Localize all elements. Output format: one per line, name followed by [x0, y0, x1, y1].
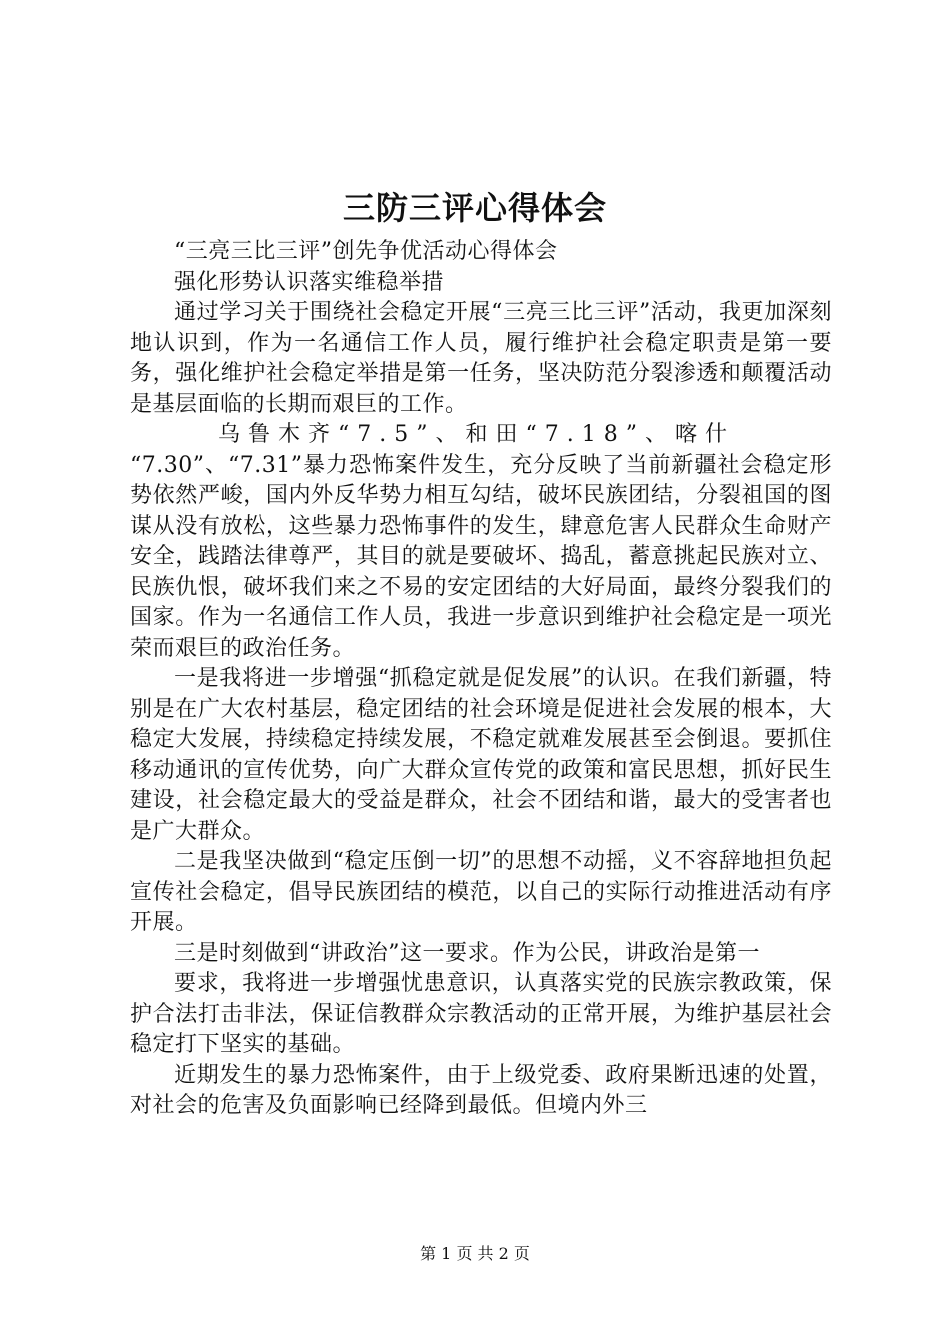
- paragraph: 近期发生的暴力恐怖案件，由于上级党委、政府果断迅速的处置，对社会的危害及负面影响已经降到最低。但境内外三: [130, 1062, 832, 1118]
- paragraph: 一是我将进一步增强“抓稳定就是促发展”的认识。在我们新疆，特别是在广大农村基层，稳定团结的社会环境是促进社会发展的根本，大稳定大发展，持续稳定持续发展，不稳定就难发展甚至会倒退。要抓住移动通讯的宣传优势，向广大群众宣传党的政策和富民思想，抓好民生建设，社会稳定最大的受益是群众，社会不团结和谐，最大的受害者也是广大群众。: [130, 666, 832, 844]
- paragraph: 三是时刻做到“讲政治”这一要求。作为公民，讲政治是第一: [174, 940, 760, 966]
- paragraph: 要求，我将进一步增强忧患意识，认真落实党的民族宗教政策，保护合法打击非法，保证信教群众宗教活动的正常开展，为维护基层社会稳定打下坚实的基础。: [130, 971, 832, 1057]
- document-body: [130, 237, 832, 1122]
- paragraph: 乌鲁木齐“7.5”、和田“7.18”、喀什: [218, 422, 735, 447]
- subtitle-1: “三亮三比三评”创先争优活动心得体会: [174, 239, 558, 264]
- subtitle-2: 强化形势认识落实维稳举措: [174, 269, 445, 295]
- paragraph: 通过学习关于围绕社会稳定开展“三亮三比三评”活动，我更加深刻地认识到，作为一名通信工作人员，履行维护社会稳定职责是第一要务，强化维护社会稳定举措是第一任务，坚决防范分裂渗透和颠覆活动是基层面临的长期而艰巨的工作。: [130, 300, 832, 417]
- paragraph: 二是我坚决做到“稳定压倒一切”的思想不动摇，义不容辞地担负起宣传社会稳定，倡导民族团结的模范，以自己的实际行动推进活动有序开展。: [130, 849, 832, 935]
- page-footer: 第 1 页 共 2 页: [420, 1244, 530, 1263]
- document-title: 三防三评心得体会: [342, 189, 607, 227]
- paragraph: “7.30”、“7.31”暴力恐怖案件发生，充分反映了当前新疆社会稳定形势依然严峻，国内外反华势力相互勾结，破坏民族团结，分裂祖国的图谋从没有放松，这些暴力恐怖事件的发生，肆意危害人民群众生命财产安全，践踏法律尊严，其目的就是要破坏、捣乱，蓄意挑起民族对立、民族仇恨，破坏我们来之不易的安定团结的大好局面，最终分裂我们的国家。作为一名通信工作人员，我进一步意识到维护社会稳定是一项光荣而艰巨的政治任务。: [130, 452, 832, 661]
